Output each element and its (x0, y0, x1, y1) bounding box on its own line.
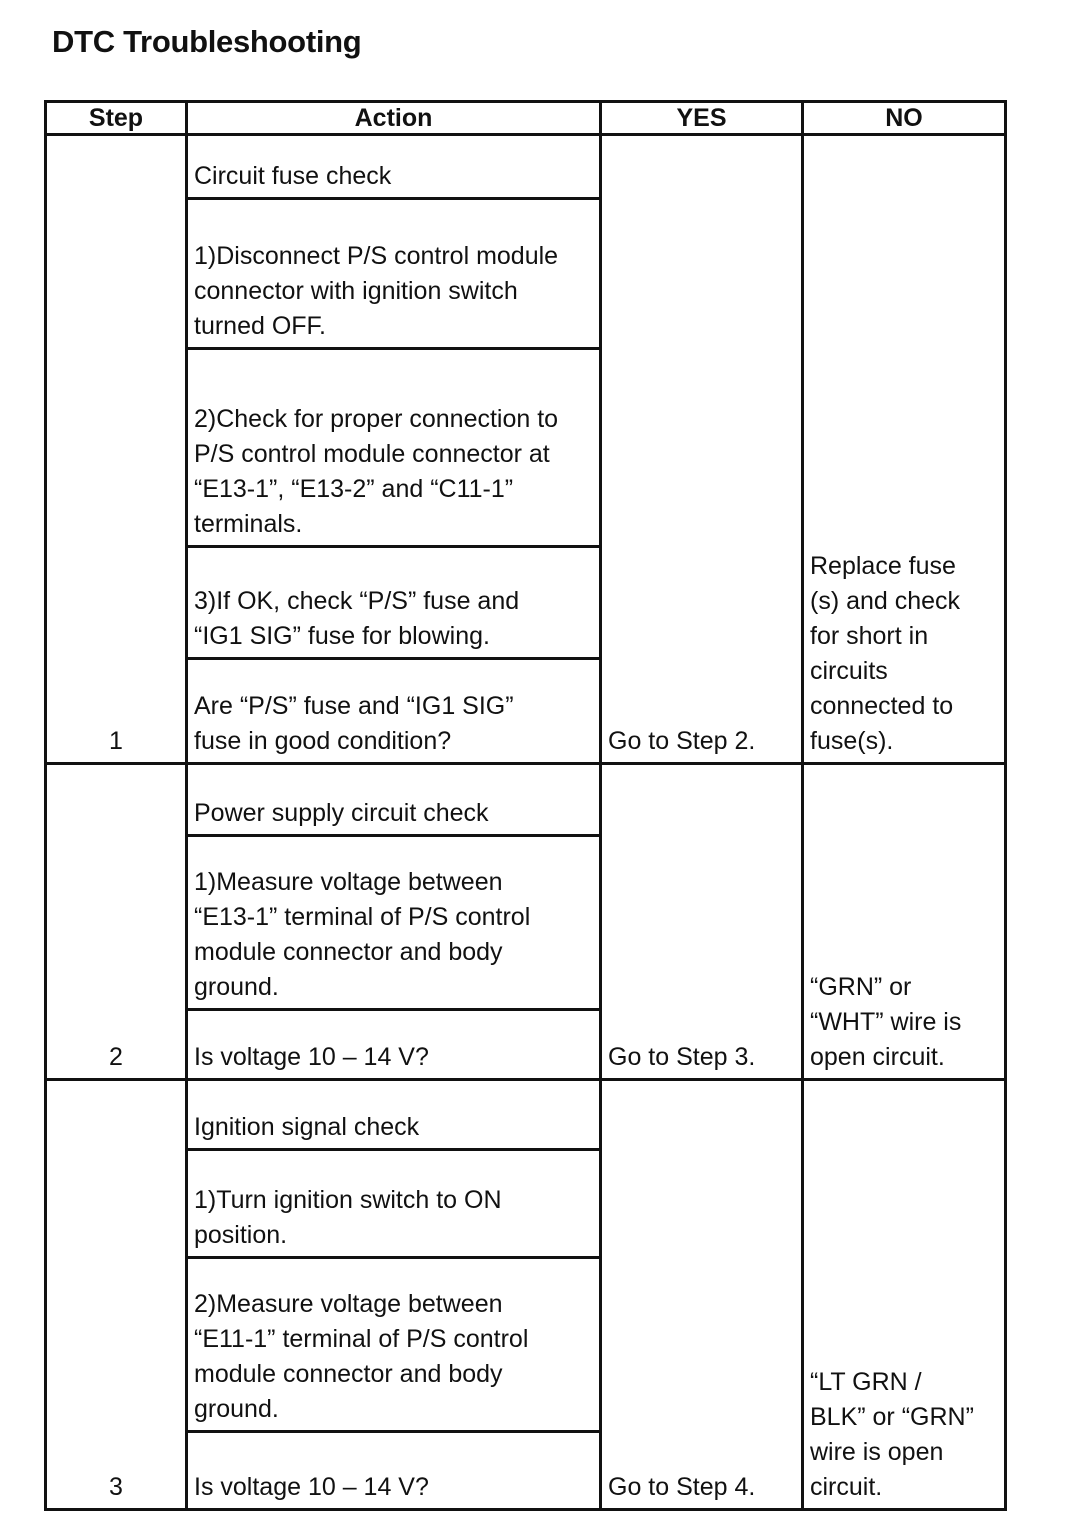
action-item: 2)Check for proper connection to P/S control module connector at “E13-1”, “E13-2” and “C11-1” terminals. (187, 349, 601, 547)
action-item: Is voltage 10 – 14 V? (187, 1432, 601, 1510)
step-number: 1 (46, 135, 187, 764)
page-title: DTC Troubleshooting (52, 24, 362, 59)
no-result: Replace fuse (s) and check for short in circuits connected to fuse(s). (803, 135, 1006, 764)
yes-result: Go to Step 3. (601, 764, 803, 1080)
action-item: 3)If OK, check “P/S” fuse and “IG1 SIG” fuse for blowing. (187, 547, 601, 659)
action-item: 1)Measure voltage between “E13-1” terminal of P/S control module connector and body ground. (187, 836, 601, 1010)
action-item: Power supply circuit check (187, 764, 601, 836)
troubleshooting-table (44, 100, 1007, 1511)
table-row (46, 1080, 1006, 1150)
action-item: Ignition signal check (187, 1080, 601, 1150)
action-item: 1)Turn ignition switch to ON position. (187, 1150, 601, 1258)
action-item: Circuit fuse check (187, 135, 601, 199)
table-header-row (46, 102, 1006, 135)
table-row (46, 135, 1006, 199)
step-column-header: Step (46, 102, 187, 135)
no-result: “GRN” or “WHT” wire is open circuit. (803, 764, 1006, 1080)
action-column-header: Action (187, 102, 601, 135)
action-item: 2)Measure voltage between “E11-1” terminal of P/S control module connector and body ground. (187, 1258, 601, 1432)
action-item: Is voltage 10 – 14 V? (187, 1010, 601, 1080)
action-item: Are “P/S” fuse and “IG1 SIG” fuse in good condition? (187, 659, 601, 764)
yes-result: Go to Step 2. (601, 135, 803, 764)
yes-result: Go to Step 4. (601, 1080, 803, 1510)
action-item: 1)Disconnect P/S control module connector with ignition switch turned OFF. (187, 199, 601, 349)
no-column-header: NO (803, 102, 1006, 135)
step-number: 3 (46, 1080, 187, 1510)
table-row (46, 764, 1006, 836)
no-result: “LT GRN / BLK” or “GRN” wire is open circuit. (803, 1080, 1006, 1510)
yes-column-header: YES (601, 102, 803, 135)
table-body (46, 135, 1006, 1510)
step-number: 2 (46, 764, 187, 1080)
